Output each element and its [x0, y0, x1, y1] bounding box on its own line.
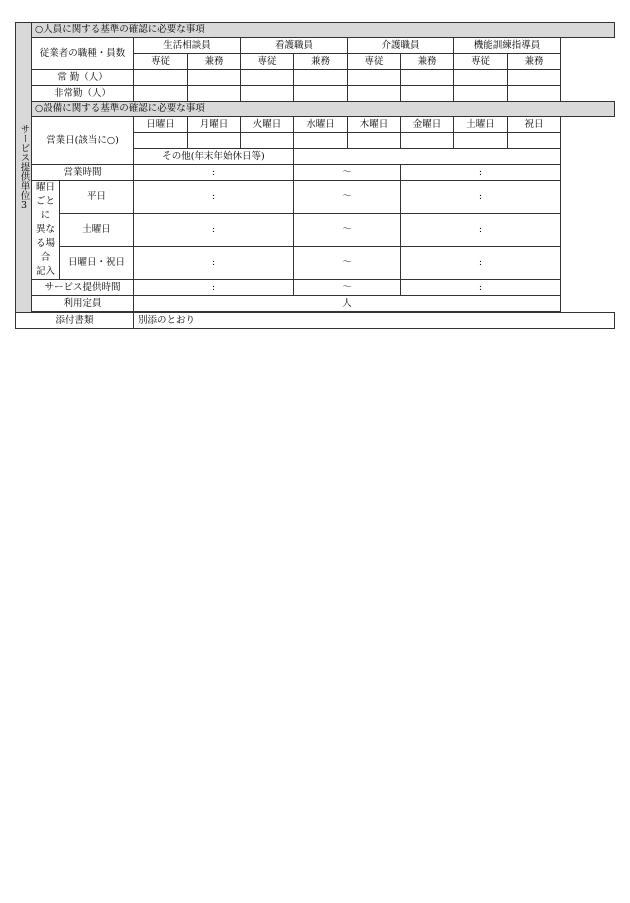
- day-header-sunday: 日曜日: [134, 117, 188, 133]
- day-check-cell[interactable]: [454, 133, 508, 149]
- saturday-label: 土曜日: [60, 214, 134, 247]
- staff-count-input[interactable]: [188, 70, 241, 86]
- business-days-label: 営業日(該当に○): [32, 117, 134, 165]
- day-check-cell[interactable]: [294, 133, 348, 149]
- other-days-label: その他(年末年始休日等): [134, 149, 294, 165]
- by-day-label-cell: [32, 181, 60, 280]
- attachment-value: 別添のとおり: [134, 313, 615, 329]
- weekday-hours-tilde: 〜: [294, 181, 401, 214]
- full-time-dedicated-header: 専従: [454, 54, 508, 70]
- capacity-label: 利用定員: [32, 296, 134, 312]
- concurrent-header: 兼務: [508, 54, 561, 70]
- role-header: 機能訓練指導員: [454, 38, 561, 54]
- part-time-row-label: 非常勤（人）: [32, 86, 134, 102]
- weekday-hours-end[interactable]: :: [401, 181, 561, 214]
- role-header: 介護職員: [348, 38, 454, 54]
- capacity-input[interactable]: 人: [134, 296, 561, 312]
- staff-count-input[interactable]: [188, 86, 241, 102]
- business-hours-end[interactable]: :: [401, 165, 561, 181]
- by-day-label-line: 曜日ごとに: [35, 182, 55, 221]
- day-header-thursday: 木曜日: [348, 117, 401, 133]
- saturday-hours-start[interactable]: :: [134, 214, 294, 247]
- day-header-wednesday: 水曜日: [294, 117, 348, 133]
- day-check-cell[interactable]: [134, 133, 188, 149]
- full-time-row-label: 常 勤（人）: [32, 70, 134, 86]
- staff-count-input[interactable]: [508, 86, 561, 102]
- sunday-hours-tilde: 〜: [294, 247, 401, 280]
- day-check-cell[interactable]: [348, 133, 401, 149]
- staff-count-input[interactable]: [348, 86, 401, 102]
- service-hours-label: サービス提供時間: [32, 280, 134, 296]
- staff-count-input[interactable]: [454, 86, 508, 102]
- role-header: 生活相談員: [134, 38, 241, 54]
- full-time-dedicated-header: 専従: [241, 54, 294, 70]
- weekday-hours-start[interactable]: :: [134, 181, 294, 214]
- staff-count-input[interactable]: [294, 70, 348, 86]
- sunday-hours-end[interactable]: :: [401, 247, 561, 280]
- by-day-label-line: 記入: [35, 266, 55, 277]
- service-unit-3-form: [15, 22, 615, 329]
- attachment-label: 添付書類: [16, 313, 134, 329]
- side-label: サービス提供単位3: [18, 124, 30, 211]
- saturday-hours-tilde: 〜: [294, 214, 401, 247]
- day-check-cell[interactable]: [188, 133, 241, 149]
- sunday-holiday-label: 日曜日・祝日: [60, 247, 134, 280]
- other-days-input[interactable]: [294, 149, 561, 165]
- day-check-cell[interactable]: [508, 133, 561, 149]
- day-header-tuesday: 火曜日: [241, 117, 294, 133]
- staff-section-title: ○人員に関する基準の確認に必要な事項: [32, 23, 615, 38]
- staff-count-input[interactable]: [401, 70, 454, 86]
- service-hours-end[interactable]: :: [401, 280, 561, 296]
- staff-count-input[interactable]: [454, 70, 508, 86]
- staff-count-input[interactable]: [401, 86, 454, 102]
- business-hours-start[interactable]: :: [134, 165, 294, 181]
- business-hours-label: 営業時間: [32, 165, 134, 181]
- staff-count-input[interactable]: [134, 70, 188, 86]
- role-header: 看護職員: [241, 38, 348, 54]
- day-header-holiday: 祝日: [508, 117, 561, 133]
- business-hours-tilde: 〜: [294, 165, 401, 181]
- service-hours-start[interactable]: :: [134, 280, 294, 296]
- concurrent-header: 兼務: [294, 54, 348, 70]
- concurrent-header: 兼務: [401, 54, 454, 70]
- weekday-label: 平日: [60, 181, 134, 214]
- concurrent-header: 兼務: [188, 54, 241, 70]
- day-check-cell[interactable]: [241, 133, 294, 149]
- staff-count-input[interactable]: [348, 70, 401, 86]
- day-check-cell[interactable]: [401, 133, 454, 149]
- day-header-saturday: 土曜日: [454, 117, 508, 133]
- service-hours-tilde: 〜: [294, 280, 401, 296]
- day-header-friday: 金曜日: [401, 117, 454, 133]
- side-label-cell: [16, 23, 32, 313]
- full-time-dedicated-header: 専従: [348, 54, 401, 70]
- staff-count-input[interactable]: [241, 86, 294, 102]
- facility-section-title: ○設備に関する基準の確認に必要な事項: [32, 102, 615, 117]
- staff-count-input[interactable]: [134, 86, 188, 102]
- saturday-hours-end[interactable]: :: [401, 214, 561, 247]
- staff-count-input[interactable]: [294, 86, 348, 102]
- day-header-monday: 月曜日: [188, 117, 241, 133]
- sunday-hours-start[interactable]: :: [134, 247, 294, 280]
- by-day-label-line: 異なる場合: [35, 224, 55, 263]
- staff-count-input[interactable]: [508, 70, 561, 86]
- full-time-dedicated-header: 専従: [134, 54, 188, 70]
- staff-count-input[interactable]: [241, 70, 294, 86]
- staff-header-label: 従業者の職種・員数: [32, 38, 134, 70]
